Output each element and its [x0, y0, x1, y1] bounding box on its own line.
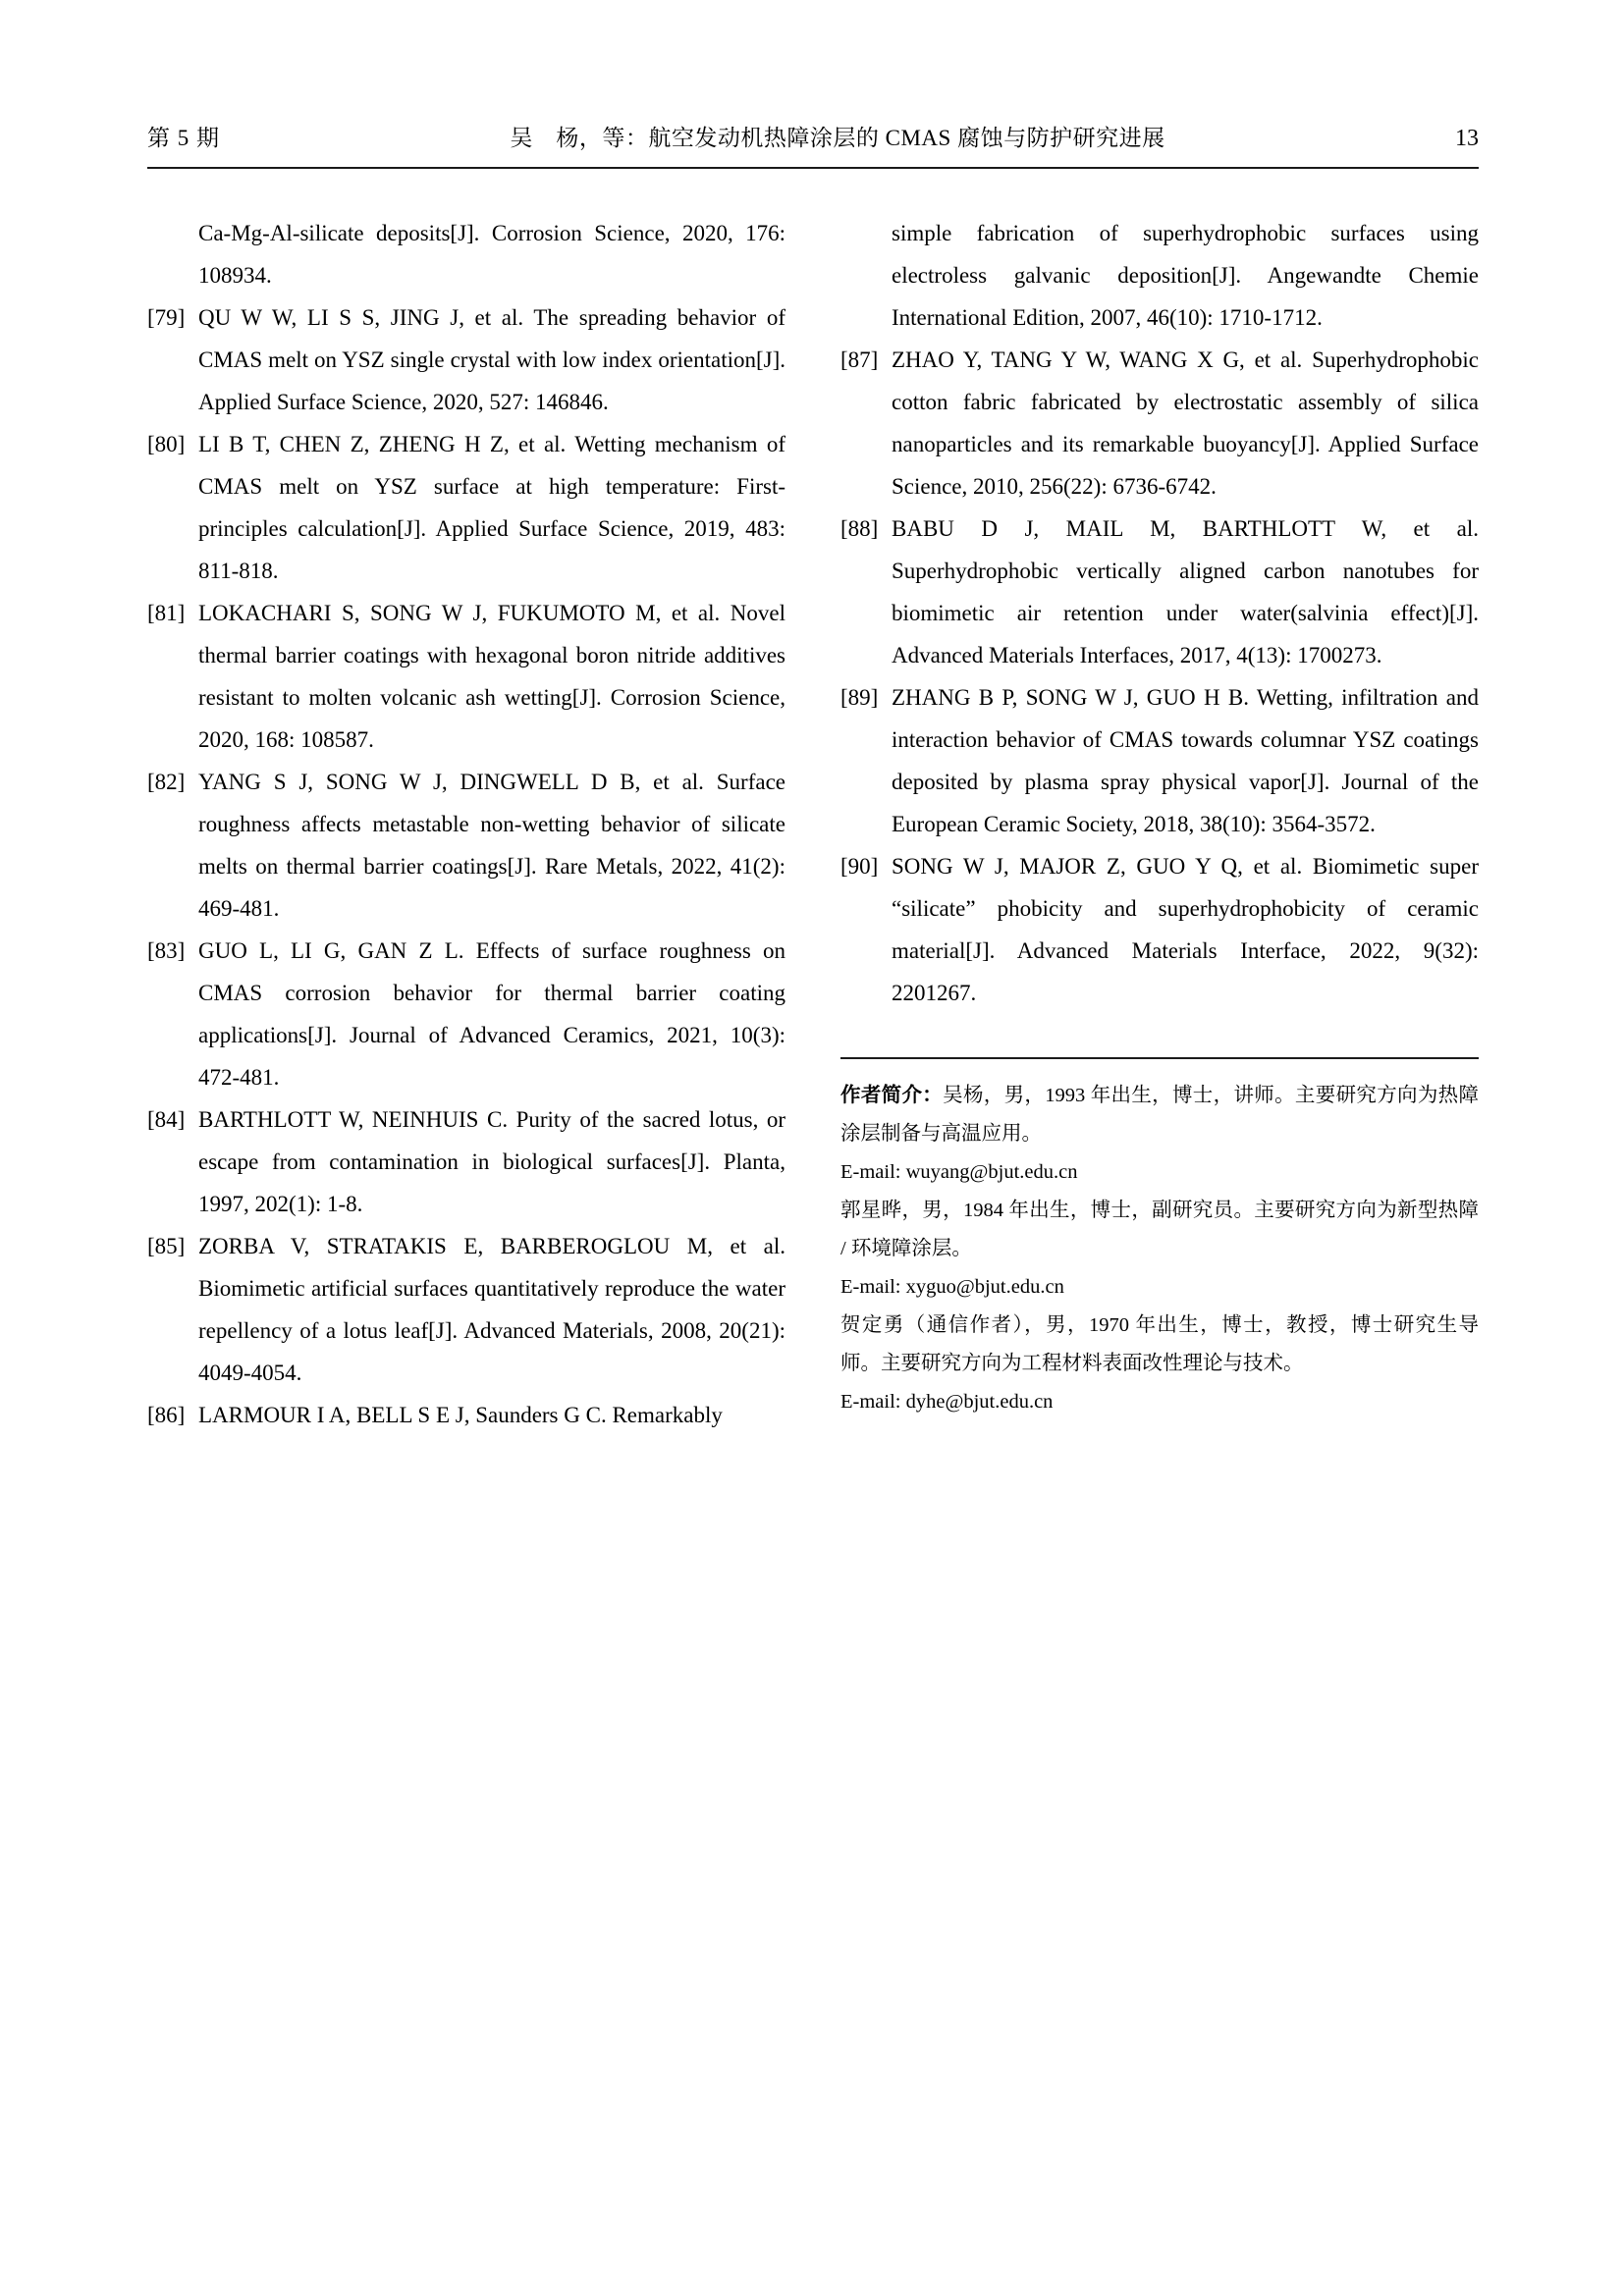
reference-continuation [840, 212, 1479, 339]
page-header [147, 120, 1479, 169]
bio-text: 郭星晔，男，1984 年出生，博士，副研究员。主要研究方向为新型热障 / 环境障涂层。 [840, 1200, 1479, 1259]
bio-text: E-mail: xyguo@bjut.edu.cn [840, 1276, 1064, 1298]
author-bio-section [840, 1057, 1479, 1421]
journal-issue: 第 5 期 [147, 126, 220, 150]
reference-entry [147, 423, 785, 592]
reference-text: Ca-Mg-Al-silicate deposits[J]. Corrosion Science, 2020, 176: 108934. [198, 221, 785, 288]
bio-text: 吴杨，男，1993 年出生，博士，讲师。主要研究方向为热障涂层制备与高温应用。 [840, 1085, 1480, 1145]
bio-text: E-mail: dyhe@bjut.edu.cn [840, 1391, 1054, 1413]
reference-number: [80] [147, 432, 186, 456]
bio-heading: 作者简介： [840, 1085, 944, 1106]
bio-paragraph [840, 1077, 1479, 1153]
bio-paragraphs [840, 1077, 1479, 1421]
reference-entry [840, 507, 1479, 676]
reference-number: [82] [147, 770, 186, 794]
reference-number: [90] [840, 854, 879, 879]
bio-email-line [840, 1153, 1479, 1192]
reference-number: [83] [147, 938, 186, 963]
running-title: 吴 杨，等：航空发动机热障涂层的 CMAS 腐蚀与防护研究进展 [510, 126, 1165, 150]
bio-paragraph [840, 1192, 1479, 1268]
reference-continuation [147, 212, 785, 296]
reference-text: GUO L, LI G, GAN Z L. Effects of surface roughness on CMAS corrosion behavior for thermal barrier coating applications[J]. Journal of Advanced Ceramics, 2021, 10(3): 472-481. [198, 938, 785, 1090]
reference-entry [840, 339, 1479, 507]
reference-text: LOKACHARI S, SONG W J, FUKUMOTO M, et al. Novel thermal barrier coatings with hexagonal boron nitride additives resistant to molten volcanic ash wetting[J]. Corrosion Science, 2020, 168: 108587. [198, 601, 785, 752]
reference-text: LARMOUR I A, BELL S E J, Saunders G C. Remarkably [198, 1403, 723, 1427]
reference-text: ZHANG B P, SONG W J, GUO H B. Wetting, infiltration and interaction behavior of CMAS towards columnar YSZ coatings deposited by plasma spray physical vapor[J]. Journal of the European Ceramic Society, 2018, 38(10): 3564-3572. [892, 685, 1479, 836]
reference-text: simple fabrication of superhydrophobic surfaces using electroless galvanic deposition[J]. Angewandte Chemie International Edition, 2007, 46(10): 1710-1712. [892, 221, 1479, 330]
reference-number: [88] [840, 516, 879, 541]
reference-text: BABU D J, MAIL M, BARTHLOTT W, et al. Superhydrophobic vertically aligned carbon nanotubes for biomimetic air retention under water(salvinia effect)[J]. Advanced Materials Interfaces, 2017, 4(13): 1700273. [892, 516, 1479, 667]
reference-text: SONG W J, MAJOR Z, GUO Y Q, et al. Biomimetic super “silicate” phobicity and superhydrophobicity of ceramic material[J]. Advanced Materials Interface, 2022, 9(32): 2201267. [892, 854, 1479, 1005]
reference-entry [147, 296, 785, 423]
bio-email-line [840, 1268, 1479, 1307]
reference-text: BARTHLOTT W, NEINHUIS C. Purity of the sacred lotus, or escape from contamination in biological surfaces[J]. Planta, 1997, 202(1): 1-8. [198, 1107, 785, 1216]
reference-entry [147, 1394, 785, 1436]
reference-number: [87] [840, 347, 879, 372]
references-column-right [840, 212, 1479, 1421]
reference-entry [840, 676, 1479, 845]
reference-number: [86] [147, 1403, 186, 1427]
reference-entry [147, 930, 785, 1098]
bio-text: 贺定勇（通信作者），男，1970 年出生，博士，教授，博士研究生导师。主要研究方向为工程材料表面改性理论与技术。 [840, 1314, 1479, 1374]
reference-text: YANG S J, SONG W J, DINGWELL D B, et al. Surface roughness affects metastable non-wetting behavior of silicate melts on thermal barrier coatings[J]. Rare Metals, 2022, 41(2): 469-481. [198, 770, 785, 921]
reference-entry [147, 1098, 785, 1225]
bio-paragraph [840, 1307, 1479, 1383]
references-list-right [840, 212, 1479, 1014]
bio-text: E-mail: wuyang@bjut.edu.cn [840, 1161, 1078, 1183]
page-number: 13 [1455, 126, 1479, 151]
reference-entry [147, 761, 785, 930]
reference-number: [84] [147, 1107, 186, 1132]
references-column-left [147, 212, 785, 1436]
reference-number: [85] [147, 1234, 186, 1258]
reference-text: ZHAO Y, TANG Y W, WANG X G, et al. Superhydrophobic cotton fabric fabricated by electrostatic assembly of silica nanoparticles and its remarkable buoyancy[J]. Applied Surface Science, 2010, 256(22): 6736-6742. [892, 347, 1479, 499]
reference-text: LI B T, CHEN Z, ZHENG H Z, et al. Wetting mechanism of CMAS melt on YSZ surface at high temperature: First-principles calculation[J]. Applied Surface Science, 2019, 483: 811-818. [198, 432, 785, 583]
reference-entry [147, 1225, 785, 1394]
reference-entry [147, 592, 785, 761]
reference-text: QU W W, LI S S, JING J, et al. The spreading behavior of CMAS melt on YSZ single crystal with low index orientation[J]. Applied Surface Science, 2020, 527: 146846. [198, 305, 785, 414]
reference-entry [840, 845, 1479, 1014]
bio-email-line [840, 1383, 1479, 1421]
reference-number: [81] [147, 601, 186, 625]
reference-text: ZORBA V, STRATAKIS E, BARBEROGLOU M, et al. Biomimetic artificial surfaces quantitatively reproduce the water repellency of a lotus leaf[J]. Advanced Materials, 2008, 20(21): 4049-4054. [198, 1234, 785, 1385]
reference-number: [89] [840, 685, 879, 710]
reference-number: [79] [147, 305, 186, 330]
